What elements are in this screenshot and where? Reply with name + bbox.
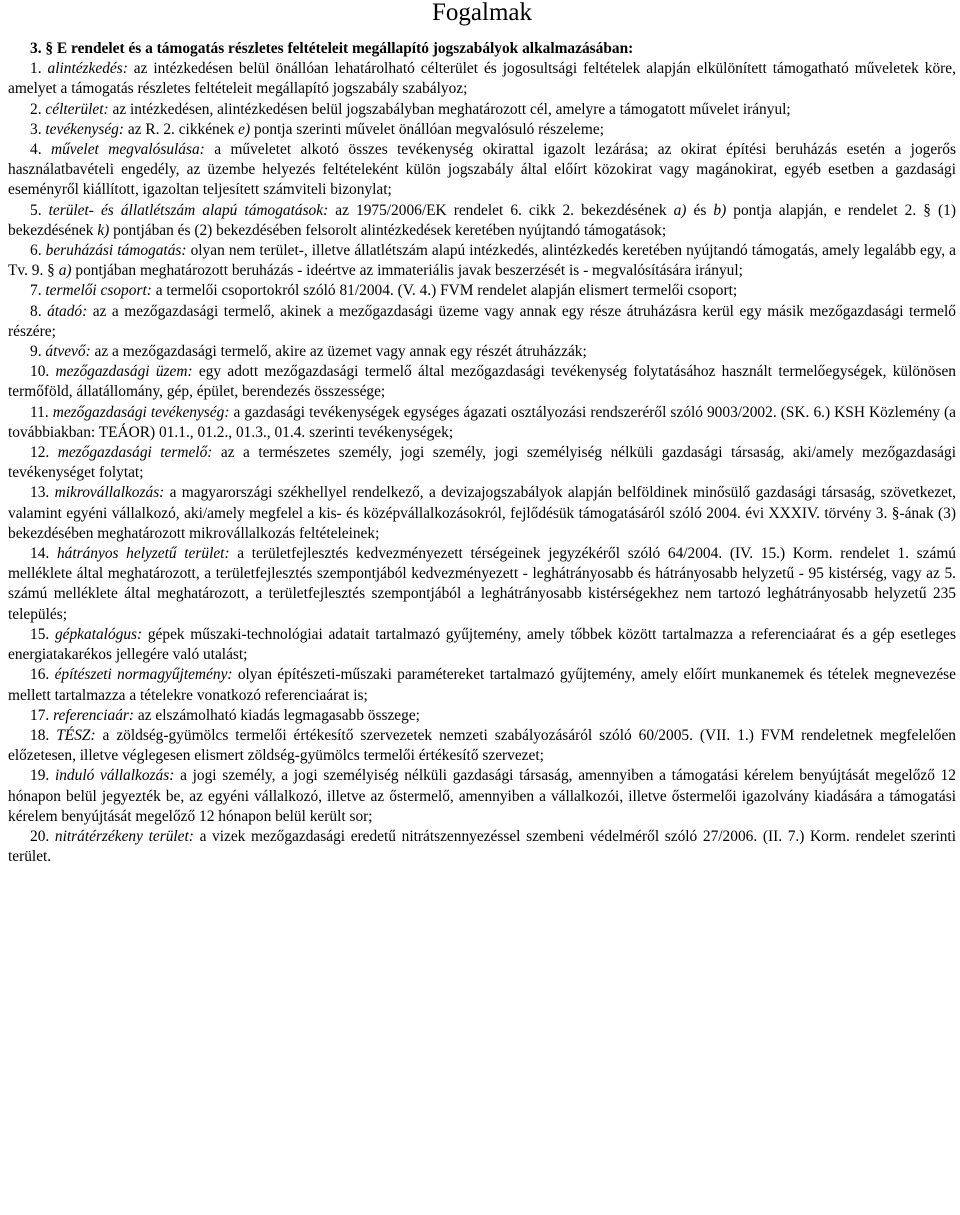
definition-term: átvevő: bbox=[45, 343, 91, 361]
definition-number: 11. bbox=[30, 403, 49, 421]
definition-term: referenciaár: bbox=[53, 706, 135, 724]
definition-text: olyan nem terület-, illetve állatlétszám alapú intézkedés, alintézkedés keretében nyújtandó támogatás, amely legalább egy, a Tv. 9. § bbox=[8, 242, 956, 280]
definition-text: a jogi személy, a jogi személyiség nélküli gazdasági társaság, amennyiben a támogatási kérelem benyújtását megelőző 12 hónapon belül jegyezték be, az egyéni vállalkozó, illetve az őstermelő, amennyiben a vállalkozói, illetve őstermelői igazolvány kiadására a támogatási kérelem benyújtását megelőző 12 hónapon belül került sor; bbox=[8, 767, 957, 825]
definition-number: 4. bbox=[30, 141, 42, 159]
section-heading: 3. § E rendelet és a támogatás részletes feltételeit megállapító jogszabályok alkalmazásában: bbox=[30, 40, 634, 57]
definition-term: alintézkedés: bbox=[47, 60, 128, 78]
definition-term: beruházási támogatás: bbox=[45, 242, 187, 260]
definition-item bbox=[8, 201, 956, 241]
definition-number: 12. bbox=[30, 444, 50, 462]
definition-item bbox=[8, 59, 956, 99]
definition-number: 9. bbox=[30, 343, 42, 361]
definition-term: mezőgazdasági termelő: bbox=[57, 444, 213, 462]
definition-item bbox=[8, 281, 956, 301]
definition-number: 18. bbox=[30, 726, 50, 744]
definition-term: induló vállalkozás: bbox=[54, 767, 175, 785]
definition-item bbox=[8, 726, 956, 766]
definition-number: 15. bbox=[30, 625, 50, 643]
definition-number: 6. bbox=[30, 242, 42, 260]
definition-term: tevékenység: bbox=[45, 120, 125, 138]
definition-text: az elszámolható kiadás legmagasabb összege; bbox=[134, 706, 420, 724]
definition-text: gépek műszaki-technológiai adatait tartalmazó gyűjtemény, amely tőbbek között tartalmazza a referenciaárat és a gép esetleges energiatakarékos jellegére való utalást; bbox=[8, 625, 956, 664]
definition-number: 7. bbox=[30, 282, 42, 300]
definition-number: 17. bbox=[30, 706, 50, 724]
definition-term: építészeti normagyűjtemény: bbox=[54, 666, 233, 684]
definition-text: egy adott mezőgazdasági termelő által mezőgazdasági tevékenység folytatásához használt termelőegységek, különösen termőföld, állatállomány, gép, épület, berendezés összessége; bbox=[8, 363, 956, 401]
definition-term: mezőgazdasági tevékenység: bbox=[52, 403, 230, 421]
definition-term: gépkatalógus: bbox=[54, 625, 143, 643]
definition-text: olyan építészeti-műszaki paramétereket tartalmazó gyűjtemény, amely előírt munkanemek és tételek megnevezése mellett tartalmazza a tételekre vonatkozó referenciaárat is; bbox=[8, 666, 956, 704]
definition-item bbox=[8, 342, 956, 362]
definition-number: 16. bbox=[30, 666, 50, 684]
definition-item bbox=[8, 443, 956, 483]
definition-text: és bbox=[686, 201, 714, 219]
definition-number: 13. bbox=[30, 484, 50, 502]
definition-term: termelői csoport: bbox=[45, 282, 152, 300]
definition-number: 2. bbox=[30, 100, 42, 118]
definition-number: 1. bbox=[30, 60, 42, 78]
page-title: Fogalmak bbox=[432, 0, 532, 26]
definition-item bbox=[8, 766, 956, 827]
definition-number: 20. bbox=[30, 827, 50, 845]
definition-text: az a természetes személy, jogi személy, jogi személyiség nélküli gazdasági társaság, aki/amely mezőgazdasági tevékenységet folytat; bbox=[8, 444, 956, 482]
definition-item bbox=[8, 544, 956, 625]
definition-number: 10. bbox=[30, 363, 50, 381]
definition-term: TÉSZ: bbox=[56, 726, 96, 744]
definition-text: a műveletet alkotó összes tevékenység okirattal igazolt lezárása; az okirat építési beruházás esetén a jogerős használatbavételi engedély, az üzembe helyezés feltételeként külön jogszabály által előírt közokirat vagy magánokirat, egyéb esetben a gazdasági eseményről kiállított, igazoltan teljesített számviteli bizonylat; bbox=[8, 141, 956, 199]
definition-text: a gazdasági tevékenységek egységes ágazati osztályozási rendszeréről szóló 9003/2002. (SK. 6.) KSH Közlemény (a továbbiakban: TEÁOR) 01.1., 01.2., 01.3., 01.4. szerinti tevékenységek; bbox=[8, 403, 956, 441]
definition-text: a magyarországi székhellyel rendelkező, a devizajogszabályok alapján belföldinek minősülő gazdasági társaság, szövetkezet, valamint egyéni vállalkozó, aki/amely megfelel a kis- és középvállalkozásokról, fejlődésük támogatásáról szóló 2004. évi XXXIV. törvény 3. §-ának (3) bekezdésében meghatározott mikrovállalkozás feltételeinek; bbox=[8, 484, 957, 542]
definition-text: pontjában meghatározott beruházás - ideértve az immateriális javak beszerzését is - megvalósítására irányul; bbox=[71, 262, 743, 280]
definition-italic-ref: e) bbox=[238, 120, 251, 138]
definition-item bbox=[8, 140, 956, 201]
definition-italic-ref: b) bbox=[713, 201, 727, 219]
definition-number: 5. bbox=[30, 201, 42, 219]
definition-term: célterület: bbox=[45, 100, 109, 118]
definition-text: pontjában és (2) bekezdésében felsorolt alintézkedések keretében nyújtandó támogatások; bbox=[109, 221, 667, 239]
definition-italic-ref: k) bbox=[97, 221, 110, 239]
definition-item bbox=[8, 362, 956, 402]
definition-term: hátrányos helyzetű terület: bbox=[56, 545, 230, 563]
definition-item bbox=[8, 665, 956, 705]
definition-text: az 1975/2006/EK rendelet 6. cikk 2. bekezdésének bbox=[328, 201, 674, 219]
definition-item bbox=[8, 120, 956, 140]
definition-text: pontja alapján, e rendelet 2. § (1) bekezdésének bbox=[8, 201, 956, 239]
definition-item bbox=[8, 100, 956, 120]
definition-item bbox=[8, 241, 956, 281]
definition-text: a termelői csoportokról szóló 81/2004. (V. 4.) FVM rendelet alapján elismert termelői csoport; bbox=[151, 282, 738, 300]
definition-text: az a mezőgazdasági termelő, akire az üzemet vagy annak egy részét átruházzák; bbox=[90, 343, 587, 361]
definition-list bbox=[8, 59, 956, 867]
definition-number: 8. bbox=[30, 302, 42, 320]
definition-number: 14. bbox=[30, 545, 50, 563]
definition-italic-ref: a) bbox=[673, 201, 687, 219]
definition-term: átadó: bbox=[47, 302, 88, 320]
definition-term: nitrátérzékeny terület: bbox=[54, 827, 194, 845]
definition-item bbox=[8, 625, 956, 665]
definition-term: mezőgazdasági üzem: bbox=[55, 363, 193, 381]
definition-text: pontja szerinti művelet önállóan megvalósuló részeleme; bbox=[250, 120, 604, 138]
definition-text: az R. 2. cikkének bbox=[124, 120, 239, 138]
definition-item bbox=[8, 827, 956, 867]
definition-term: terület- és állatlétszám alapú támogatások: bbox=[48, 201, 329, 219]
definition-text: az intézkedésen, alintézkedésen belül jogszabályban meghatározott cél, amelyre a támogatott művelet irányul; bbox=[108, 100, 791, 118]
definition-item bbox=[8, 302, 956, 342]
definition-item bbox=[8, 483, 956, 544]
definition-italic-ref: a) bbox=[58, 262, 72, 280]
definition-item bbox=[8, 403, 956, 443]
definition-text: a vizek mezőgazdasági eredetű nitrátszennyezéssel szembeni védelméről szóló 27/2006. (II. 7.) Korm. rendelet szerinti terület. bbox=[8, 827, 956, 866]
definition-item bbox=[8, 706, 956, 726]
definition-text: a zöldség-gyümölcs termelői értékesítő szervezetek nemzeti szabályozásáról szóló 60/2005. (VII. 1.) FVM rendeletnek megfelelően előzetesen, illetve véglegesen elismert zöldség-gyümölcs termelői értékesítő szervezet; bbox=[8, 726, 956, 765]
definition-text: az intézkedésen belül önállóan lehatárolható célterület és jogosultsági feltételek alapján elkülönített támogatható műveletek köre, amelyet a támogatás részletes feltételeit megállapító jogszabály szabályoz; bbox=[8, 60, 956, 98]
definition-term: művelet megvalósulása: bbox=[50, 141, 205, 159]
definition-number: 19. bbox=[30, 767, 50, 785]
definition-number: 3. bbox=[30, 120, 42, 138]
definition-term: mikrovállalkozás: bbox=[54, 484, 165, 502]
definition-text: az a mezőgazdasági termelő, akinek a mezőgazdasági üzeme vagy annak egy része átruházásra kerül egy másik mezőgazdasági termelő részére; bbox=[8, 302, 956, 340]
definition-text: a területfejlesztés kedvezményezett térségeinek jegyzékéről szóló 64/2004. (IV. 15.) Korm. rendelet 1. számú melléklete által meghatározott, a területfejlesztés szempontjából kedvezményezett - leghátrányosabb és hátrányosabb helyzetű - 95 kistérség, vagy az 5. számú melléklete által meghatározott, a területfejlesztés szempontjából a leghátrányosabb kistérségekhez nem tartozó leghátrányosabb helyzetű 235 település; bbox=[8, 545, 956, 623]
